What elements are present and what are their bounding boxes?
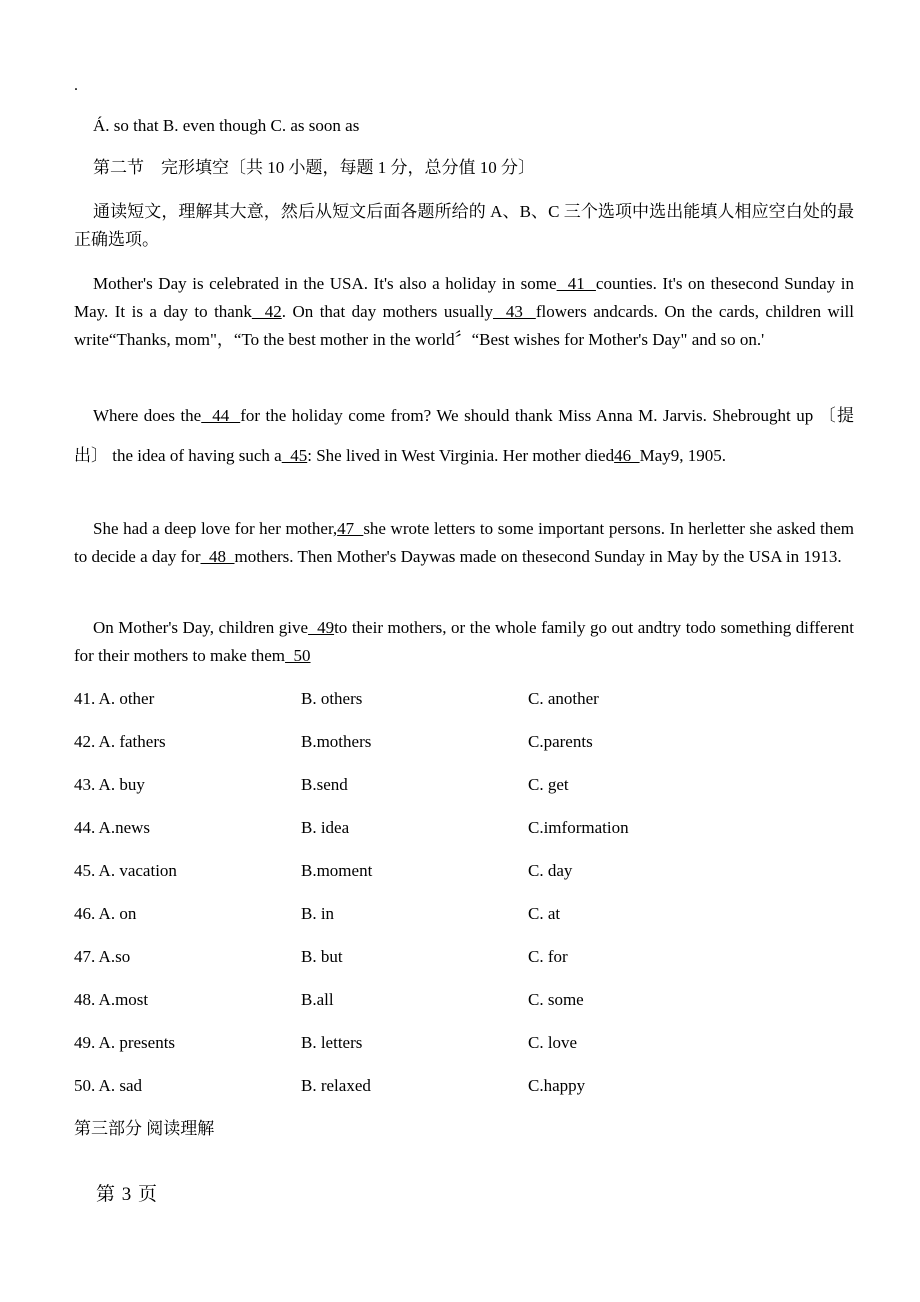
option-row-44 [74,814,854,842]
top-dot: . [74,77,78,94]
option-a: 46. A. on [74,904,137,923]
option-a: 49. A. presents [74,1033,176,1052]
option-b: B. idea [301,818,350,837]
option-row-43 [74,771,854,799]
option-b: B. others [301,689,363,708]
option-row-41 [74,685,854,713]
blank-43: 43 [492,302,536,321]
option-row-49 [74,1029,854,1057]
text-segment: . On that day mothers usually [281,302,493,321]
option-a: 42. A. fathers [74,732,166,751]
option-row-48 [74,986,854,1014]
option-c: C. for [528,947,568,966]
option-a: 43. A. buy [74,775,145,794]
option-c: C.happy [528,1076,586,1095]
section-heading: 第二节 完形填空〔共 10 小题，每题 1 分，总分值 10 分〕 [93,158,535,177]
option-c: C. some [528,990,584,1009]
blank-45: 45 [281,446,308,465]
text-segment: to their mothers, or the whole family go out andtry todo something different for their mothers to make them [74,618,855,665]
option-c: C. get [528,775,569,794]
text-segment: mothers. Then Mother's Daywas made on thesecond Sunday in May by the USA in 1913. [234,547,842,566]
option-c: C.parents [528,732,593,751]
text-segment: flowers andcards. On the cards, children will write“Thanks, mom"，“To the best mother in the world〞“Best wishes for Mother's Day" and so on.' [74,302,854,349]
option-a: 50. A. sad [74,1076,142,1095]
option-row-47 [74,943,854,971]
option-b: B.all [301,990,334,1009]
option-b: B.send [301,775,348,794]
option-c: C. another [528,689,599,708]
text-segment: Where does the [93,406,202,425]
option-c: C. love [528,1033,578,1052]
passage-paragraph-1 [74,270,854,354]
part-three-heading: 第三部分 阅读理解 [74,1119,215,1138]
blank-41: 41 [556,274,596,293]
option-b: B. but [301,947,343,966]
text-segment: counties. It's on thesecond Sunday in May. It is a day to thank [74,274,855,321]
blank-49: 49 [308,618,335,637]
blank-46: 46 [614,446,640,465]
option-c: C.imformation [528,818,629,837]
option-c: C. day [528,861,573,880]
option-a: 45. A. vacation [74,861,177,880]
option-c: C. at [528,904,561,923]
page-number: 第 3 页 [96,1184,159,1205]
text-segment: May9, 1905. [639,446,727,465]
section-instruction: 通读短文，理解其大意，然后从短文后面各题所给的 A、B、C 三个选项中选出能填人相应空白处的最正确选项。 [74,202,854,249]
option-b: B. letters [301,1033,363,1052]
text-segment: for the holiday come from? We should thank Miss Anna M. Jarvis. Shebrought up 〔提出〕 the idea of having such a [74,406,854,465]
option-a: 41. A. other [74,689,155,708]
text-segment: : She lived in West Virginia. Her mother died [307,446,615,465]
option-b: B. in [301,904,335,923]
option-a: 48. A.most [74,990,149,1009]
option-row-46 [74,900,854,928]
passage-paragraph-3 [74,515,854,571]
option-b: B.mothers [301,732,372,751]
blank-48: 48 [200,547,235,566]
option-row-42 [74,728,854,756]
text-segment: On Mother's Day, children give [93,618,309,637]
blank-47: 47 [337,519,364,538]
option-b: B. relaxed [301,1076,371,1095]
text-segment: She had a deep love for her mother, [93,519,338,538]
blank-42: 42 [251,302,282,321]
passage-paragraph-2 [74,396,854,476]
text-segment: Mother's Day is celebrated in the USA. It's also a holiday in some [93,274,557,293]
option-a: 44. A.news [74,818,151,837]
option-a: 47. A.so [74,947,131,966]
option-b: B.moment [301,861,373,880]
previous-question-options: Á. so that B. even though C. as soon as [93,116,360,135]
blank-44: 44 [201,406,241,425]
option-row-50 [74,1072,854,1100]
passage-paragraph-4 [74,614,854,670]
blank-50: 50 [285,646,311,665]
option-row-45 [74,857,854,885]
text-segment: she wrote letters to some important persons. In herletter she asked them to decide a day for [74,519,854,566]
